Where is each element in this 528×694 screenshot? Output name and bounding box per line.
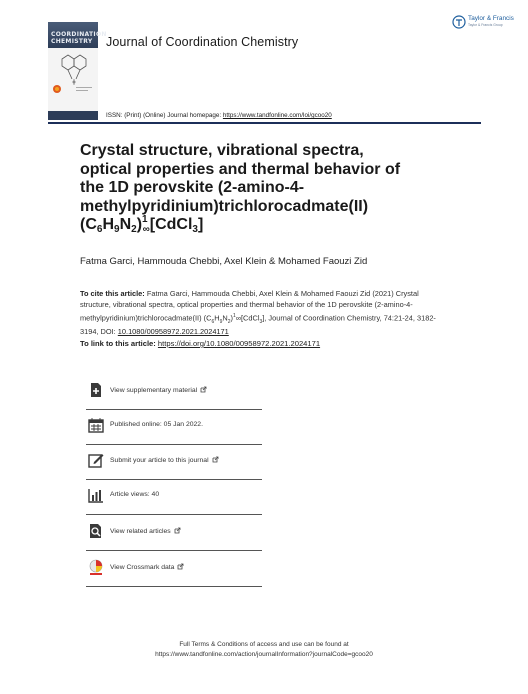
external-link-icon <box>174 527 181 534</box>
journal-homepage-link[interactable]: https://www.tandfonline.com/loi/gcoo20 <box>222 112 332 119</box>
issn-label: ISSN: (Print) (Online) Journal homepage: <box>106 112 223 119</box>
external-link-icon <box>212 456 219 463</box>
view-related-articles-link[interactable] <box>86 516 262 551</box>
taylor-francis-logo-icon <box>452 15 466 29</box>
publisher-name: Taylor & Francis <box>468 15 514 22</box>
citation-block: To cite this article: Fatma Garci, Hammouda Chebbi, Axel Klein & Mohamed Faouzi Zid (2021) Crystal structure, vibrational spectra, optical properties and thermal behavior of the 1D perovskite (2-amino-4-methylpyridinium)trichlorocadmate(II) $(C_6H_9N_2)^1\infty[CdCl_3]$, Journal of Coordination Chemistry, 74:21-24, 3182-3194, DOI: 10.1080/00958972.2021.2024171 <box>80 289 436 337</box>
footer-terms-text: Full Terms & Conditions of access and use can be found at <box>179 641 349 648</box>
article-title: Crystal structure, vibrational spectra, optical properties and thermal behavior of the 1D perovskite (2-amino-4-methylpyridinium)trichlorocadmate(II) <box>80 142 401 215</box>
plus-document-icon <box>88 382 104 398</box>
issn-line <box>106 112 332 119</box>
external-link-icon <box>177 563 184 570</box>
bar-chart-icon <box>88 487 104 503</box>
cover-title-line1: COORDINATION <box>51 31 107 38</box>
article-authors: Fatma Garci, Hammouda Chebbi, Axel Klein & Mohamed Faouzi Zid <box>80 256 368 267</box>
journal-cover-thumbnail <box>48 22 107 120</box>
action-label: Published online: 05 Jan 2022. <box>110 421 203 428</box>
article-link-line <box>80 339 320 348</box>
journal-title[interactable]: Journal of Coordination Chemistry <box>106 35 299 49</box>
citation-label: To cite this article: <box>80 289 145 298</box>
article-doi-link[interactable]: https://doi.org/10.1080/00958972.2021.2024171 <box>157 339 321 348</box>
search-document-icon <box>88 523 104 539</box>
calendar-icon <box>88 417 104 433</box>
action-label: View Crossmark data <box>110 564 175 571</box>
action-label: View supplementary material <box>110 387 198 394</box>
action-label: Article views: 40 <box>110 491 160 498</box>
cover-title-band <box>48 22 107 48</box>
link-label: To link to this article: <box>80 339 158 348</box>
publisher-subname: Taylor & Francis Group <box>468 23 503 27</box>
article-title-formula: $(C_6H_9N_2)^1\infty[CdCl_3]$ <box>80 214 204 235</box>
action-label: Submit your article to this journal <box>110 457 209 464</box>
published-online-info <box>86 410 262 445</box>
citation-doi-link[interactable]: 10.1080/00958972.2021.2024171 <box>117 327 229 337</box>
external-link-icon <box>200 386 207 393</box>
header-divider <box>48 122 481 124</box>
cover-footer-band <box>48 111 98 120</box>
molecule-illustration-icon <box>48 49 98 119</box>
view-supplementary-material-link[interactable] <box>86 375 262 410</box>
footer-terms-link[interactable]: https://www.tandfonline.com/action/journalInformation?journalCode=gcoo20 <box>155 650 373 658</box>
cover-title-line2: CHEMISTRY <box>51 38 93 45</box>
edit-icon <box>88 452 104 468</box>
page-footer <box>0 640 528 659</box>
publisher-logo[interactable] <box>452 14 516 34</box>
submit-article-link[interactable] <box>86 445 262 480</box>
crossmark-icon <box>88 559 104 575</box>
view-crossmark-data-link[interactable] <box>86 552 262 587</box>
action-label: View related articles <box>110 528 171 535</box>
article-views-info <box>86 480 262 515</box>
